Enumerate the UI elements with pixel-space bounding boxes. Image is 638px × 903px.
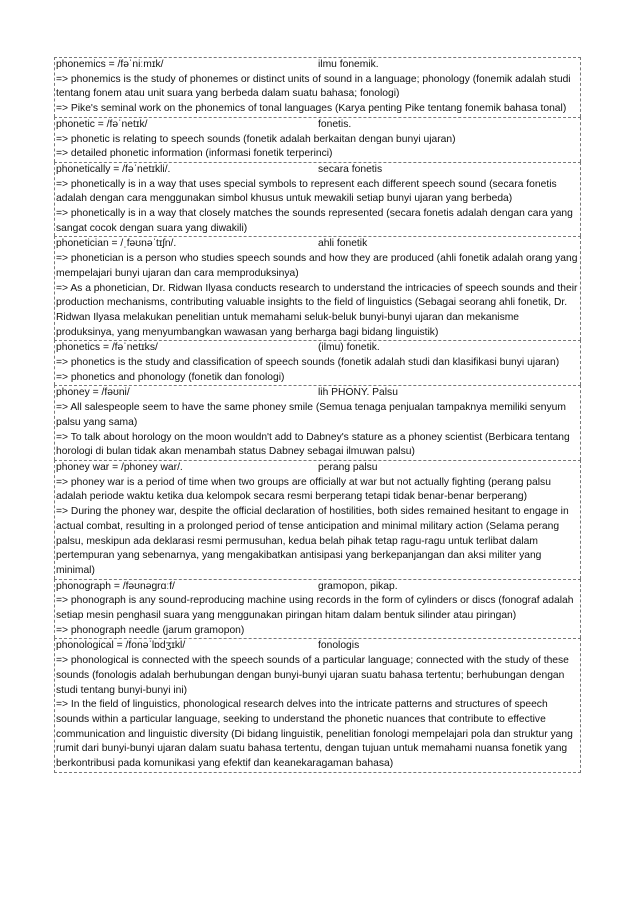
translation: fonetis. — [318, 118, 352, 130]
dictionary-entry — [54, 579, 581, 639]
translation: secara fonetis — [318, 163, 383, 175]
translation: fonologis — [318, 640, 360, 652]
dictionary-entry — [54, 460, 581, 579]
entry-header — [56, 639, 579, 654]
dictionary-entry — [54, 57, 581, 117]
entry-header — [56, 461, 579, 476]
translation: ilmu fonemik. — [318, 59, 379, 70]
translation: lih PHONY. Palsu — [318, 387, 398, 399]
example-line: => During the phoney war, despite the official declaration of hostilities, both sides remained hesitant to engage in actual combat, resulting in a prolonged period of tense anticipation and minimal military action (Selama perang palsu, meskipun ada deklarasi resmi permusuhan, kedua belah pihak tetap ragu-ragu untuk terlibat dalam pertempuran yang sebenarnya, yang mengakibatkan antisipasi yang berkepanjangan dan aksi militer yang minimal) — [56, 506, 569, 576]
dictionary-entry — [54, 162, 581, 237]
example-line: => phonetics and phonology (fonetik dan fonologi) — [56, 371, 285, 383]
translation: ahli fonetik — [318, 238, 368, 250]
headword: phonetic = /fəˈnetɪk/ — [56, 118, 148, 130]
example-line: => phonetically is in a way that closely matches the sounds represented (secara fonetis adalah dengan cara yang sangat cocok dengan suara yang diwakili) — [56, 208, 573, 234]
example-line: => phoney war is a period of time when two groups are officially at war but not actually fighting (perang palsu adalah periode waktu ketika dua kelompok secara resmi berperang tetapi tidak benar-benar berperang) — [56, 476, 551, 503]
example-line: => Pike's seminal work on the phonemics of tonal languages (Karya penting Pike tentang fonemik bahasa tonal) — [56, 103, 567, 115]
example-line: => detailed phonetic information (informasi fonetik terperinci) — [56, 148, 333, 160]
headword: phonemics = /fəˈniːmɪk/ — [56, 59, 164, 70]
example-line: => phonograph needle (jarum gramopon) — [56, 624, 245, 636]
headword: phoney war = /phoney war/. — [56, 461, 183, 473]
dictionary-entry — [54, 236, 581, 340]
example-line: => phonetically is in a way that uses special symbols to represent each different speech sound (secara fonetis adalah dengan cara menggunakan simbol khusus untuk mewakili setiap bunyi ujaran yang berbeda) — [56, 178, 557, 205]
example-line: => All salespeople seem to have the same phoney smile (Semua tenaga penjualan tampaknya memiliki senyum palsu yang sama) — [56, 402, 566, 428]
example-line: => phonetician is a person who studies speech sounds and how they are produced (ahli fonetik adalah orang yang mempelajari bunyi ujaran dan cara memproduksinya) — [56, 253, 578, 279]
dictionary-page — [54, 57, 581, 773]
example-line: => As a phonetician, Dr. Ridwan Ilyasa conducts research to understand the intricacies of speech sounds and their production mechanisms, contributing valuable insights to the field of linguistics (Sebagai seorang ahli fonetik, Dr. Ridwan Ilyasa melakukan penelitian untuk memahami seluk-beluk bunyi-bunyi ujaran dan mekanisme produksinya, yang menyumbangkan wawasan yang berharga bagi bidang linguistik) — [56, 282, 578, 338]
entry-header — [56, 58, 579, 73]
example-line: => phonetic is relating to speech sounds (fonetik adalah berkaitan dengan bunyi ujaran) — [56, 133, 456, 145]
entry-header — [56, 580, 579, 595]
example-line: => phonological is connected with the speech sounds of a particular language; connected with the study of these sounds (fonologis adalah berhubungan dengan bunyi-bunyi ujaran suatu bahasa tertentu; berhubungan dengan studi tentang bunyi-bunyi ini) — [56, 655, 569, 696]
translation: perang palsu — [318, 461, 378, 473]
dictionary-entry — [54, 638, 581, 772]
translation: (ilmu) fonetik. — [318, 342, 380, 354]
headword: phoney = /fəʊni/ — [56, 387, 130, 399]
example-line: => phonetics is the study and classification of speech sounds (fonetik adalah studi dan klasifikasi bunyi ujaran) — [56, 357, 560, 369]
translation: gramopon, pikap. — [318, 580, 398, 592]
example-line: => To talk about horology on the moon wouldn't add to Dabney's stature as a phoney scientist (Berbicara tentang horologi di bulan tidak akan menambah status Dabney sebagai ilmuwan palsu) — [56, 431, 570, 458]
entry-header — [56, 386, 579, 401]
headword: phonological = /fonəˈlɒdʒɪkl/ — [56, 640, 186, 652]
headword: phonetics = /fəˈnetɪks/ — [56, 342, 158, 354]
headword: phonetician = /ˌfəʊnəˈtɪʃn/. — [56, 238, 177, 250]
entry-header — [56, 118, 579, 133]
entry-header — [56, 163, 579, 178]
example-line: => phonemics is the study of phonemes or distinct units of sound in a language; phonology (fonemik adalah studi tentang fonem atau unit suara yang berbeda dalam suatu bahasa; fonologi) — [56, 73, 571, 100]
entry-header — [56, 341, 579, 356]
example-line: => In the field of linguistics, phonological research delves into the intricate patterns and structures of speech sounds within a particular language, seeking to understand the phonetic nuances that contribute to effective communication and linguistic diversity (Di bidang linguistik, penelitian fonologi mempelajari pola dan struktur yang rumit dari bunyi-bunyi ujaran dalam suatu bahasa tertentu, dengan tujuan untuk memahami nuansa fonetik yang berkontribusi pada komunikasi yang efektif dan keanekaragaman bahasa) — [56, 699, 573, 770]
example-line: => phonograph is any sound-reproducing machine using records in the form of cylinders or discs (fonograf adalah setiap mesin penghasil suara yang menggunakan piringan hitam dalam bentuk silinder atau piringan) — [56, 595, 574, 622]
entry-header — [56, 237, 579, 252]
dictionary-entry — [54, 117, 581, 162]
headword: phonograph = /fəʊnəgrɑːf/ — [56, 580, 175, 592]
headword: phonetically = /fəˈnetɪkli/. — [56, 163, 171, 175]
dictionary-entry — [54, 385, 581, 460]
dictionary-entry — [54, 340, 581, 385]
